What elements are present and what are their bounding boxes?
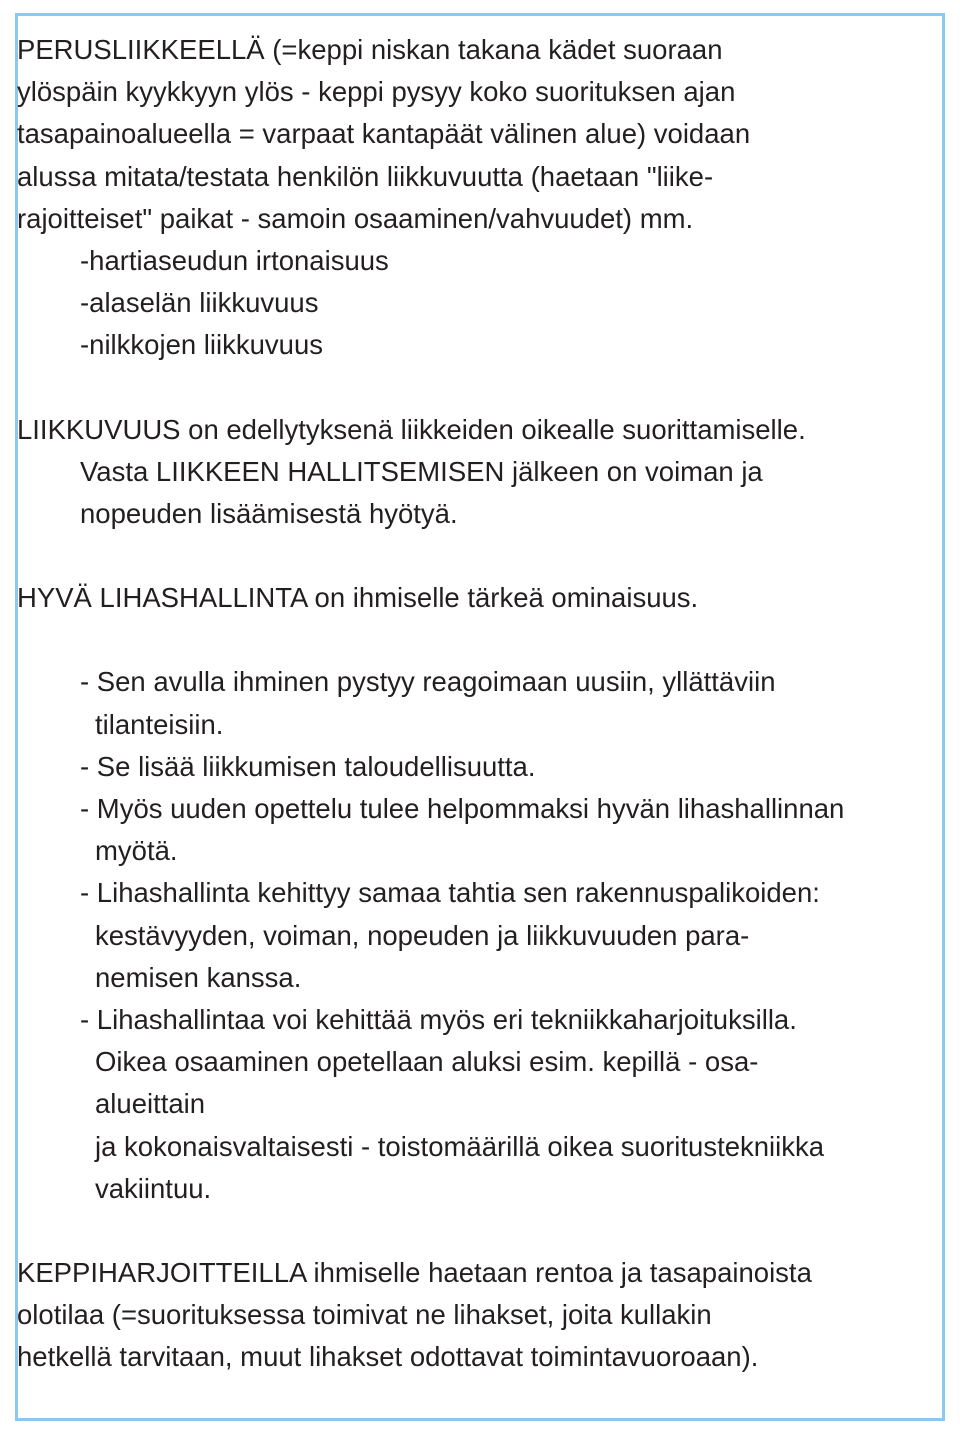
section-muscle-control [17, 577, 927, 619]
document-body [17, 29, 927, 1379]
text-line: PERUSLIIKKEELLÄ (=keppi niskan takana kädet suoraan [17, 34, 723, 65]
paragraph-gap [17, 619, 927, 661]
text-line: olotilaa (=suorituksessa toimivat ne lihakset, joita kullakin [17, 1299, 712, 1331]
text-line: alussa mitata/testata henkilön liikkuvuutta (haetaan "liike- [17, 160, 714, 192]
list-item: - Lihashallintaa voi kehittää myös eri tekniikkaharjoituksilla. [80, 1004, 797, 1036]
list-item-continuation: ja kokonaisvaltaisesti - toistomäärillä oikea suoritustekniikka [95, 1130, 825, 1162]
list-item: -nilkkojen liikkuvuus [80, 329, 324, 361]
text-line: KEPPIHARJOITTEILLA ihmiselle haetaan rentoa ja tasapainoista [17, 1257, 812, 1289]
text-line: hetkellä tarvitaan, muut lihakset odottavat toimintavuoroaan). [17, 1341, 759, 1373]
list-item: - Se lisää liikkumisen taloudellisuutta. [80, 750, 536, 782]
list-item: -hartiaseudun irtonaisuus [80, 245, 389, 277]
section-stick-exercises [17, 1252, 927, 1379]
list-item-continuation: vakiintuu. [95, 1172, 212, 1204]
text-line: nopeuden lisäämisestä hyötyä. [80, 498, 458, 530]
text-line: Vasta LIIKKEEN HALLITSEMISEN jälkeen on voiman ja [80, 455, 763, 487]
list-item-continuation: myötä. [95, 835, 178, 867]
list-item-continuation: kestävyyden, voiman, nopeuden ja liikkuvuuden para- [95, 919, 750, 951]
section-mobility [17, 409, 927, 536]
list-item-continuation: nemisen kanssa. [95, 961, 302, 993]
paragraph-gap [17, 1210, 927, 1252]
list-item: - Myös uuden opettelu tulee helpommaksi hyvän lihashallinnan [80, 793, 845, 825]
list-item-continuation: Oikea osaaminen opetellaan aluksi esim. kepillä - osa- [95, 1046, 759, 1078]
bullet-list [17, 661, 927, 1210]
list-item: - Sen avulla ihminen pystyy reagoimaan uusiin, yllättäviin [80, 666, 776, 698]
text-line: LIIKKUVUUS on edellytyksenä liikkeiden oikealle suorittamiselle. [17, 413, 806, 445]
section-basic-movement [17, 29, 927, 367]
text-line: ylöspäin kyykkyyn ylös - keppi pysyy koko suorituksen ajan [17, 76, 736, 108]
text-line: rajoitteiset" paikat - samoin osaaminen/vahvuudet) mm. [17, 202, 694, 234]
paragraph-gap [17, 535, 927, 577]
list-item: -alaselän liikkuvuus [80, 287, 319, 319]
list-item-continuation: tilanteisiin. [95, 708, 224, 740]
text-line: tasapainoalueella = varpaat kantapäät välinen alue) voidaan [17, 118, 751, 150]
list-item: - Lihashallinta kehittyy samaa tahtia sen rakennuspalikoiden: [80, 877, 820, 909]
paragraph-gap [17, 367, 927, 409]
list-item-continuation: alueittain [95, 1088, 206, 1120]
text-line: HYVÄ LIHASHALLINTA on ihmiselle tärkeä ominaisuus. [17, 582, 699, 614]
